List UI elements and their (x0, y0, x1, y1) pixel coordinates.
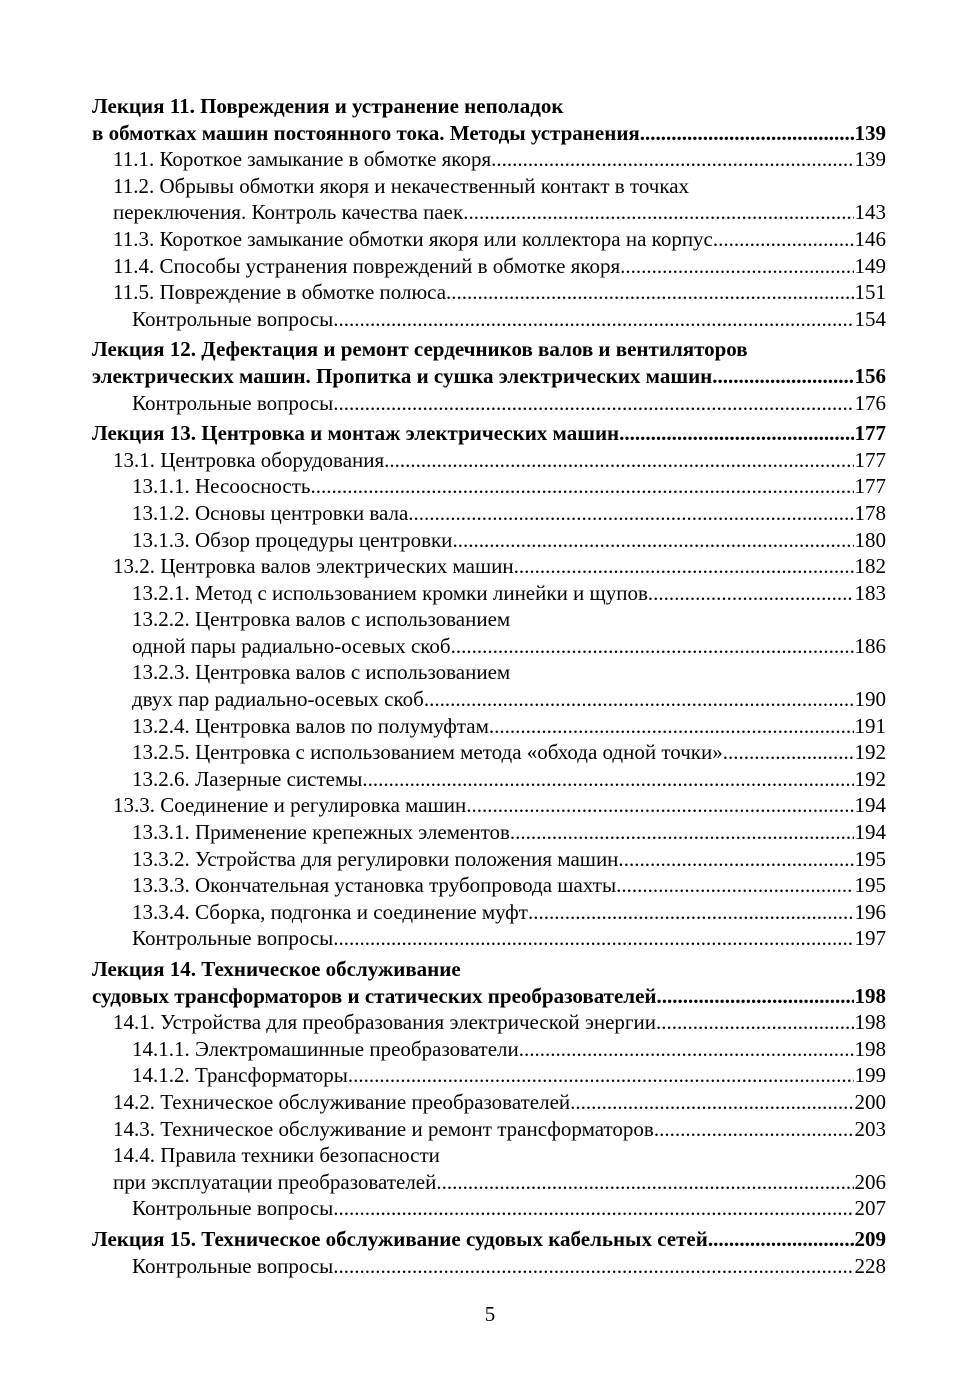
toc-entry[interactable] (92, 792, 886, 819)
toc-entry[interactable] (92, 1195, 886, 1222)
toc-entry[interactable] (92, 1089, 886, 1116)
toc-entry[interactable] (92, 173, 886, 226)
dot-leader (333, 925, 853, 952)
toc-page-number: 198 (854, 1010, 886, 1035)
toc-entry-title: 14.1. Устройства для преобразования электрической энергии (113, 1010, 656, 1035)
dot-leader (333, 390, 853, 417)
toc-entry-title: электрических машин. Пропитка и сушка электрических машин (92, 363, 713, 388)
dot-leader (348, 1062, 854, 1089)
toc-entry-title: 13.3.1. Применение крепежных элементов (132, 820, 510, 845)
toc-entry[interactable] (92, 1116, 886, 1143)
toc-entry-title: 13.1. Центровка оборудования (113, 447, 385, 472)
toc-entry-title-line: Лекция 14. Техническое обслуживание (92, 957, 461, 981)
dot-leader (619, 420, 853, 447)
toc-entry-title: 13.3. Соединение и регулировка машин (113, 793, 467, 818)
dot-leader (362, 766, 853, 793)
toc-entry-title: Контрольные вопросы (132, 390, 334, 415)
toc-page-number: 206 (854, 1169, 886, 1194)
toc-entry-title-line: Лекция 11. Повреждения и устранение неполадок (92, 94, 564, 118)
toc-entry-title: 13.1.2. Основы центровки вала (132, 500, 409, 525)
toc-entry-title: 13.3.4. Сборка, подгонка и соединение муфт (132, 899, 528, 924)
toc-entry-title: Контрольные вопросы (132, 306, 334, 331)
dot-leader (656, 1009, 854, 1036)
dot-leader (519, 1036, 854, 1063)
toc-page-number: 192 (854, 740, 886, 765)
toc-entry-title: одной пары радиально-осевых скоб (132, 633, 451, 658)
dot-leader (451, 633, 854, 660)
toc-lecture-entry[interactable] (92, 956, 886, 1009)
toc-entry-title: в обмотках машин постоянного тока. Методы устранения (92, 120, 640, 145)
toc-lecture-entry[interactable] (92, 420, 886, 447)
toc-entry-title: 14.3. Техническое обслуживание и ремонт трансформаторов (113, 1116, 654, 1141)
toc-entry[interactable] (92, 739, 886, 766)
toc-page-number: 177 (854, 421, 886, 446)
toc-entry-title: 13.2.1. Метод с использованием кромки линейки и щупов (132, 580, 648, 605)
dot-leader (408, 500, 853, 527)
dot-leader (640, 120, 854, 147)
toc-page-number: 190 (854, 687, 886, 712)
toc-entry[interactable] (92, 447, 886, 474)
toc-entry[interactable] (92, 527, 886, 554)
toc-entry[interactable] (92, 766, 886, 793)
dot-leader (510, 819, 854, 846)
toc-entry-title: Лекция 13. Центровка и монтаж электрических машин (92, 421, 620, 446)
toc-page-number: 209 (854, 1226, 886, 1251)
dot-leader (446, 279, 853, 306)
toc-entry-title: судовых трансформаторов и статических преобразователей (92, 983, 657, 1008)
toc-entry-title: 14.1.1. Электромашинные преобразователи (132, 1036, 519, 1061)
toc-entry-title: двух пар радиально-осевых скоб (132, 687, 424, 712)
toc-entry[interactable] (92, 1142, 886, 1195)
toc-page-number: 191 (854, 713, 886, 738)
toc-page-number: 207 (854, 1196, 886, 1221)
toc-page-number: 198 (854, 983, 886, 1008)
dot-leader (528, 899, 854, 926)
toc-entry-title: 13.1.1. Несоосность (132, 474, 311, 499)
toc-entry[interactable] (92, 390, 886, 417)
dot-leader (333, 306, 853, 333)
dot-leader (384, 447, 853, 474)
dot-leader (723, 739, 854, 766)
toc-page-number: 139 (854, 120, 886, 145)
dot-leader (648, 580, 854, 607)
dot-leader (466, 792, 853, 819)
toc-entry[interactable] (92, 872, 886, 899)
toc-entry-title: 14.1.2. Трансформаторы (132, 1063, 348, 1088)
toc-entry[interactable] (92, 473, 886, 500)
toc-entry-title: 14.2. Техническое обслуживание преобразователей (113, 1089, 571, 1114)
toc-page-number: 199 (854, 1063, 886, 1088)
toc-page-number: 177 (854, 474, 886, 499)
toc-entry-title: Контрольные вопросы (132, 1253, 334, 1278)
dot-leader (712, 363, 853, 390)
dot-leader (436, 1169, 853, 1196)
toc-entry-title-line: Лекция 12. Дефектация и ремонт сердечников валов и вентиляторов (92, 337, 748, 362)
toc-entry-title-line: 13.2.3. Центровка валов с использованием (132, 660, 511, 685)
toc-entry-title: 13.2. Центровка валов электрических машин (113, 554, 514, 579)
dot-leader (657, 983, 854, 1010)
toc-entry[interactable] (92, 819, 886, 846)
dot-leader (333, 1253, 853, 1280)
dot-leader (620, 253, 853, 280)
dot-leader (491, 146, 853, 173)
toc-page-number: 198 (854, 1036, 886, 1061)
toc-entry-title: Лекция 15. Техническое обслуживание судовых кабельных сетей (92, 1226, 708, 1251)
dot-leader (424, 686, 854, 713)
toc-page-number: 195 (854, 873, 886, 898)
dot-leader (333, 1195, 853, 1222)
dot-leader (713, 226, 854, 253)
toc-entry[interactable] (92, 146, 886, 173)
toc-entry[interactable] (92, 306, 886, 333)
toc-page-number: 186 (854, 633, 886, 658)
dot-leader (654, 1116, 854, 1143)
toc-entry-title: 13.3.2. Устройства для регулировки положения машин. (132, 846, 624, 871)
toc-entry[interactable] (92, 279, 886, 306)
dot-leader (489, 713, 854, 740)
toc-page-number: 180 (854, 527, 886, 552)
toc-entry-title: 13.3.3. Окончательная установка трубопровода шахты (132, 873, 617, 898)
dot-leader (311, 473, 854, 500)
toc-entry[interactable] (92, 1036, 886, 1063)
toc-entry-title: 13.2.6. Лазерные системы (132, 766, 363, 791)
toc-page-number: 143 (854, 200, 886, 225)
toc-entry-title-line: 14.4. Правила техники безопасности (113, 1143, 440, 1168)
toc-entry[interactable] (92, 606, 886, 659)
toc-page-number: 183 (854, 580, 886, 605)
toc-page-number: 149 (854, 253, 886, 278)
toc-entry[interactable] (92, 253, 886, 280)
toc-page-number: 194 (854, 820, 886, 845)
toc-entry[interactable] (92, 1062, 886, 1089)
toc-page-number: 228 (854, 1253, 886, 1278)
toc-page-number: 197 (854, 926, 886, 951)
toc-page-number: 151 (854, 280, 886, 305)
toc-lecture-entry[interactable] (92, 93, 886, 146)
toc-entry[interactable] (92, 1253, 886, 1280)
toc-page-number: 195 (854, 846, 886, 871)
toc-entry-title: Контрольные вопросы (132, 926, 334, 951)
toc-entry[interactable] (92, 553, 886, 580)
dot-leader (708, 1226, 854, 1253)
dot-leader (570, 1089, 853, 1116)
toc-entry-title: при эксплуатации преобразователей (113, 1169, 437, 1194)
toc-entry-title: 11.3. Короткое замыкание обмотки якоря или коллектора на корпус (113, 226, 713, 251)
toc-lecture-entry[interactable] (92, 336, 886, 389)
toc-entry[interactable] (92, 500, 886, 527)
toc-entry[interactable] (92, 925, 886, 952)
toc-page-number: 203 (854, 1116, 886, 1141)
toc-page-number: 194 (854, 793, 886, 818)
toc-entry-title-line: 11.2. Обрывы обмотки якоря и некачественный контакт в точках (113, 173, 690, 198)
toc-entry-title: Контрольные вопросы (132, 1196, 334, 1221)
toc-entry-title: 11.4. Способы устранения повреждений в обмотке якоря (113, 253, 621, 278)
toc-entry-title: 13.1.3. Обзор процедуры центровки (132, 527, 453, 552)
toc-page-number: 178 (854, 500, 886, 525)
toc-page-number: 182 (854, 554, 886, 579)
dot-leader (616, 872, 853, 899)
toc-page-number: 176 (854, 390, 886, 415)
table-of-contents (92, 93, 886, 1279)
toc-page-number: 200 (854, 1089, 886, 1114)
toc-page-number: 139 (854, 147, 886, 172)
toc-entry-title: 13.2.5. Центровка с использованием метода «обхода одной точки» (132, 740, 723, 765)
toc-entry-title: переключения. Контроль качества паек (113, 200, 464, 225)
toc-page-number: 192 (854, 766, 886, 791)
toc-page-number: 146 (854, 226, 886, 251)
toc-entry-title: 11.1. Короткое замыкание в обмотке якоря (113, 147, 492, 172)
toc-page-number: 177 (854, 447, 886, 472)
dot-leader (514, 553, 854, 580)
dot-leader (463, 199, 853, 226)
toc-lecture-entry[interactable] (92, 1226, 886, 1253)
toc-page-number: 196 (854, 899, 886, 924)
dot-leader (624, 846, 854, 873)
toc-entry[interactable] (92, 659, 886, 712)
dot-leader (452, 527, 853, 554)
toc-entry[interactable] (92, 226, 886, 253)
toc-page-number: 156 (854, 363, 886, 388)
toc-entry[interactable] (92, 713, 886, 740)
toc-entry[interactable] (92, 1009, 886, 1036)
toc-page-number: 154 (854, 306, 886, 331)
toc-entry[interactable] (92, 580, 886, 607)
toc-entry-title-line: 13.2.2. Центровка валов с использованием (132, 607, 511, 632)
toc-entry-title: 13.2.4. Центровка валов по полумуфтам (132, 713, 489, 738)
toc-entry-title: 11.5. Повреждение в обмотке полюса (113, 280, 447, 305)
page-number: 5 (484, 1302, 496, 1326)
toc-entry[interactable] (92, 846, 886, 873)
toc-entry[interactable] (92, 899, 886, 926)
